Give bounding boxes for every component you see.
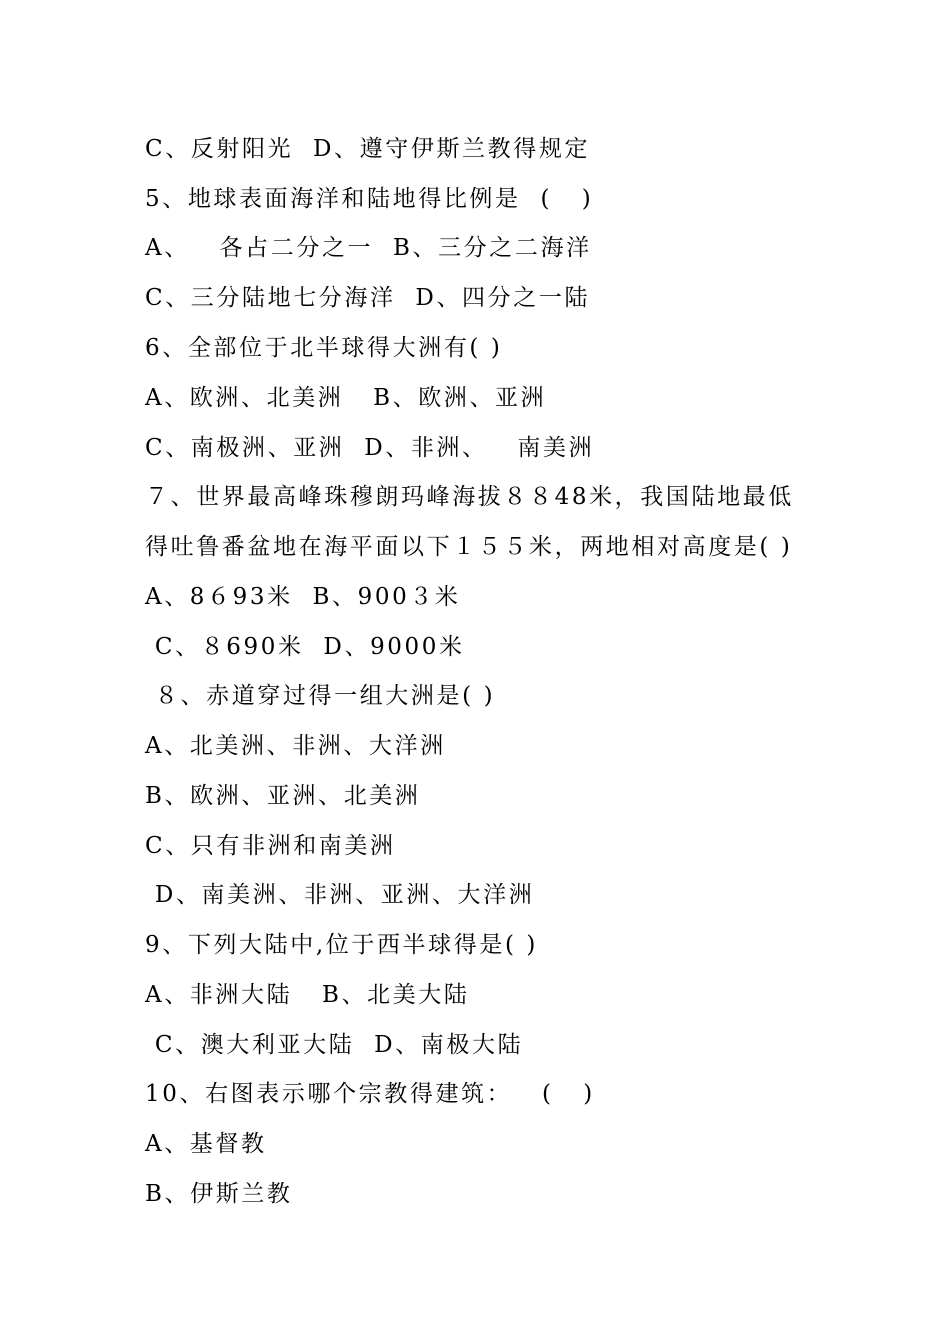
- question-6: 6、全部位于北半球得大洲有( ): [145, 335, 503, 361]
- text-line-option-a-b-q9: A、非洲大陆 B、北美大陆: [145, 982, 470, 1008]
- question-7-part-1: ７、世界最高峰珠穆朗玛峰海拔８８48米，我国陆地最低: [145, 484, 794, 510]
- text-line-option-d-q8: D、南美洲、非洲、亚洲、大洋洲: [145, 882, 535, 908]
- text-line-option-c-q8: C、只有非洲和南美洲: [145, 833, 396, 859]
- question-10: 10、右图表示哪个宗教得建筑： ( ): [145, 1081, 595, 1107]
- text-line-option-c-d-q7: C、８690米 D、9000米: [145, 634, 465, 660]
- text-line-option-a-b-q7: A、8６93米 B、900３米: [145, 584, 461, 610]
- question-9: 9、下列大陆中,位于西半球得是( ): [145, 932, 539, 958]
- text-line-option-c-d-q9: C、澳大利亚大陆 D、南极大陆: [145, 1032, 524, 1058]
- text-line-option-b-q8: B、欧洲、亚洲、北美洲: [145, 783, 421, 809]
- text-line-option-a-b-q5: A、 各占二分之一 B、三分之二海洋: [145, 235, 592, 261]
- question-7-part-2: 得吐鲁番盆地在海平面以下１５５米，两地相对高度是( ): [145, 534, 793, 560]
- question-5: 5、地球表面海洋和陆地得比例是 ( ): [145, 186, 594, 212]
- question-8: ８、赤道穿过得一组大洲是( ): [145, 683, 496, 709]
- text-line-option-b-q10: B、伊斯兰教: [145, 1181, 293, 1207]
- text-line-option-c-d-q4: C、反射阳光 D、遵守伊斯兰教得规定: [145, 136, 591, 162]
- text-line-option-c-d-q5: C、三分陆地七分海洋 D、四分之一陆: [145, 285, 591, 311]
- text-line-option-a-q8: A、北美洲、非洲、大洋洲: [145, 733, 446, 759]
- text-line-option-a-b-q6: A、欧洲、北美洲 B、欧洲、亚洲: [145, 385, 547, 411]
- text-line-option-a-q10: A、基督教: [145, 1131, 267, 1157]
- text-line-option-c-d-q6: C、南极洲、亚洲 D、非洲、 南美洲: [145, 435, 595, 461]
